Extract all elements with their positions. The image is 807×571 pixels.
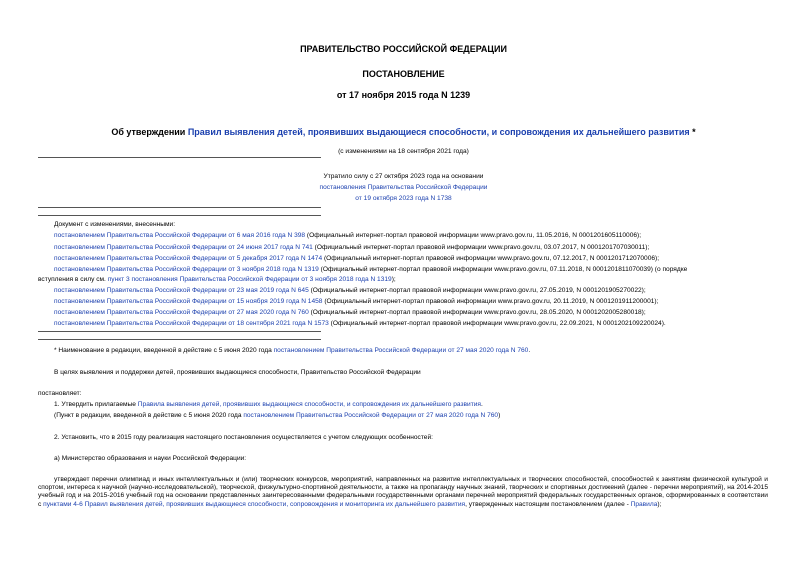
list-item bbox=[54, 232, 641, 240]
title-prefix: Об утверждении bbox=[111, 127, 188, 137]
footnote-prefix: * Наименование в редакции, введенной в действие с 5 июня 2020 года bbox=[54, 347, 274, 354]
amendment-source: (Официальный интернет-портал правовой информации www.pravo.gov.ru, 03.07.2017, N 0001201707030011); bbox=[312, 244, 650, 251]
divider bbox=[38, 215, 321, 216]
document-date-number: от 17 ноября 2015 года N 1239 bbox=[336, 90, 471, 100]
note-prefix: (Пункт в редакции, введенной в действие с 5 июня 2020 года bbox=[54, 412, 244, 419]
footnote bbox=[54, 347, 530, 355]
point-1-prefix: 1. Утвердить прилагаемые bbox=[54, 401, 138, 408]
point-2a-text-1: утверждает перечни олимпиад и иных интеллектуальных и (или) творческих конкурсов, мероприятий, направленных на развитие интеллектуальных и творческих способностей, способностей к занятиям физической культурой и спортом, интереса к научной (научно-исследовательской), творческой, физкультурно-спортивной деятельности, а также на пропаганду научных знаний, творческих и спортивных достижений (далее - перечни мероприятий), на 2014-2015 учебный год и на 2015-2016 учебный год на основании представленных заинтересованными федеральными государственными органами перечней мероприятий федеральных государственных органов, сформированных в соответствии с bbox=[38, 476, 768, 508]
rules-short-link[interactable]: Правила bbox=[630, 500, 658, 508]
amendment-source: (Официальный интернет-портал правовой информации www.pravo.gov.ru, 11.05.2016, N 0001201605110006); bbox=[305, 232, 642, 239]
list-item bbox=[54, 255, 659, 263]
amendment-source: (Официальный интернет-портал правовой информации www.pravo.gov.ru, 28.05.2020, N 0001202005280018); bbox=[308, 309, 646, 316]
changes-intro: Документ с изменениями, внесенными: bbox=[54, 221, 176, 228]
amendment-link[interactable]: постановлением Правительства Российской Федерации от 15 ноября 2019 года N 1458 bbox=[54, 298, 323, 305]
title-link[interactable]: Правил выявления детей, проявивших выдающиеся способности, и сопровождения их дальнейшего развития bbox=[187, 127, 690, 137]
footnote-suffix: . bbox=[528, 347, 531, 354]
amendment-link[interactable]: постановлением Правительства Российской Федерации от 27 мая 2020 года N 760 bbox=[54, 309, 309, 316]
amendment-source: (Официальный интернет-портал правовой информации www.pravo.gov.ru, 20.11.2019, N 0001201911200001); bbox=[322, 298, 659, 305]
wrap-suffix: ); bbox=[391, 276, 396, 283]
point-2a-text-2: , утвержденных настоящим постановлением (далее - bbox=[465, 500, 631, 508]
amendment-source: (Официальный интернет-портал правовой информации www.pravo.gov.ru, 22.09.2021, N 0001202109220024). bbox=[328, 320, 666, 327]
footnote-link[interactable]: постановлением Правительства Российской Федерации от 27 мая 2020 года N 760 bbox=[273, 347, 529, 354]
amendment-link[interactable]: постановлением Правительства Российской Федерации от 23 мая 2019 года N 645 bbox=[54, 287, 309, 294]
divider bbox=[38, 157, 321, 158]
document-title bbox=[0, 127, 807, 138]
list-item-wrap bbox=[38, 276, 396, 284]
title-suffix: * bbox=[689, 127, 696, 137]
list-item bbox=[54, 298, 658, 306]
point-1-note bbox=[54, 412, 500, 420]
list-item bbox=[54, 287, 646, 295]
amendment-link[interactable]: постановлением Правительства Российской Федерации от 24 июня 2017 года N 741 bbox=[54, 244, 313, 251]
amendment-link[interactable]: постановлением Правительства Российской Федерации от 5 декабря 2017 года N 1474 bbox=[54, 255, 323, 262]
amendment-source: (Официальный интернет-портал правовой информации www.pravo.gov.ru, 07.11.2018, N 0001201811070039) (о порядке bbox=[318, 266, 688, 273]
list-item bbox=[54, 309, 646, 317]
rules-link[interactable]: Правила выявления детей, проявивших выдающиеся способности, и сопровождения их дальнейшего развития bbox=[137, 401, 482, 408]
divider bbox=[38, 331, 321, 332]
edition-note: (с изменениями на 18 сентября 2021 года) bbox=[338, 148, 469, 155]
government-title: ПРАВИТЕЛЬСТВО РОССИЙСКОЙ ФЕДЕРАЦИИ bbox=[300, 44, 507, 54]
wrap-prefix: вступления в силу см. bbox=[38, 276, 108, 283]
expired-link-1[interactable]: постановления Правительства Российской Федерации bbox=[319, 184, 488, 191]
divider bbox=[38, 339, 321, 340]
rules-points-link[interactable]: пунктами 4-6 Правил выявления детей, проявивших выдающиеся способности, сопровождения и мониторинга их дальнейшего развития bbox=[43, 500, 466, 508]
expired-notice: Утратило силу с 27 октября 2023 года на основании bbox=[323, 173, 484, 180]
amendment-source: (Официальный интернет-портал правовой информации www.pravo.gov.ru, 27.05.2019, N 0001201905270022); bbox=[308, 287, 646, 294]
amendment-source: (Официальный интернет-портал правовой информации www.pravo.gov.ru, 07.12.2017, N 0001201712070006); bbox=[322, 255, 660, 262]
amendment-link[interactable]: пункт 3 постановления Правительства Российской Федерации от 3 ноября 2018 года N 1319 bbox=[107, 276, 392, 283]
point-2: 2. Установить, что в 2015 году реализация настоящего постановления осуществляется с учетом следующих особенностей: bbox=[54, 434, 433, 441]
list-item bbox=[54, 266, 687, 274]
point-2a-text bbox=[38, 476, 768, 509]
decides: постановляет: bbox=[38, 390, 82, 397]
amendment-link[interactable]: постановлением Правительства Российской Федерации от 18 сентября 2021 года N 1573 bbox=[54, 320, 329, 327]
divider bbox=[38, 207, 321, 208]
point-1 bbox=[54, 401, 483, 409]
point-2a: а) Министерство образования и науки Российской Федерации: bbox=[54, 455, 247, 462]
list-item bbox=[54, 244, 649, 252]
point-2a-text-3: ); bbox=[657, 500, 662, 508]
note-suffix: ) bbox=[498, 412, 501, 419]
document-type: ПОСТАНОВЛЕНИЕ bbox=[362, 69, 445, 79]
point-1-suffix: . bbox=[481, 401, 483, 408]
expired-link-2[interactable]: от 19 октября 2023 года N 1738 bbox=[355, 195, 452, 202]
list-item bbox=[54, 320, 666, 328]
note-link[interactable]: постановлением Правительства Российской Федерации от 27 мая 2020 года N 760 bbox=[243, 412, 499, 419]
amendment-link[interactable]: постановлением Правительства Российской Федерации от 6 мая 2016 года N 398 bbox=[54, 232, 306, 239]
amendment-link[interactable]: постановлением Правительства Российской Федерации от 3 ноября 2018 года N 1319 bbox=[54, 266, 319, 273]
preamble: В целях выявления и поддержки детей, проявивших выдающиеся способности, Правительство Российской Федерации bbox=[54, 369, 421, 376]
